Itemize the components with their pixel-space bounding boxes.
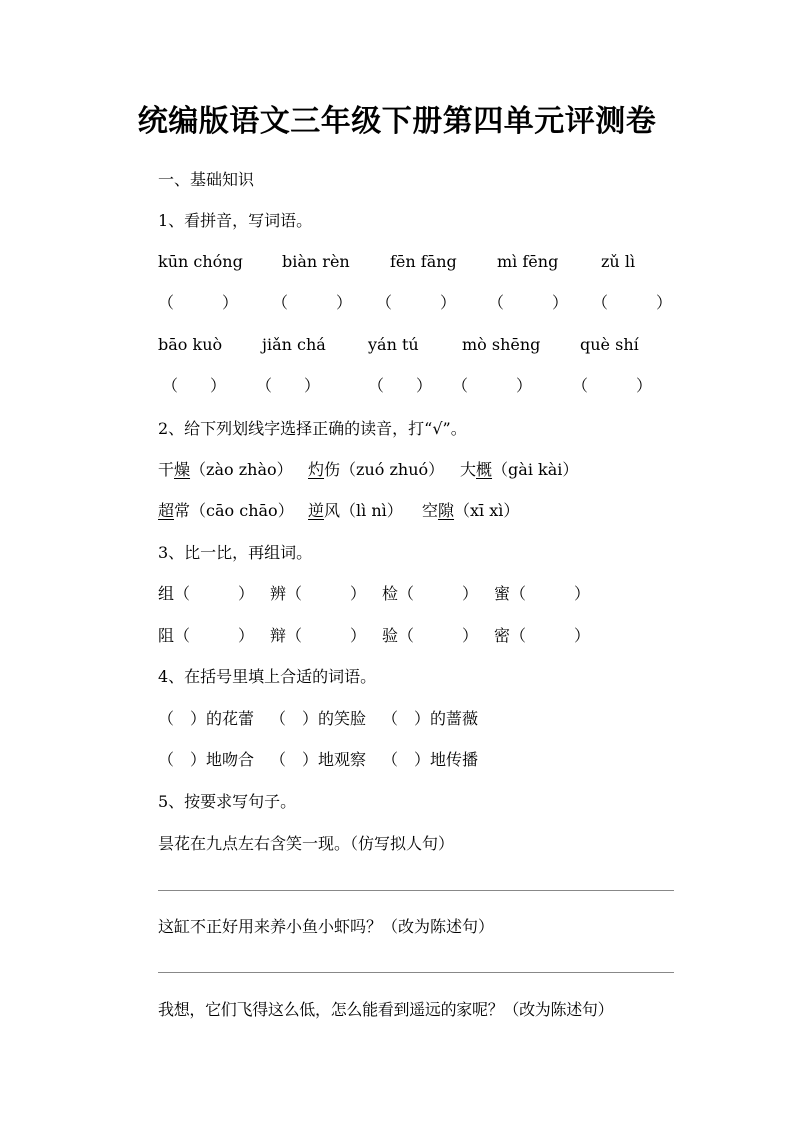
pinyin-options[interactable]: （xī xì） [454, 501, 520, 520]
char: 风 [324, 501, 341, 520]
compare-row-1 [158, 584, 618, 604]
answer-bracket[interactable]: （ ） [158, 293, 239, 312]
underlined-char: 超 [158, 501, 175, 520]
sentence-task-2: 这缸不正好用来养小鱼小虾吗？（改为陈述句） [158, 917, 495, 936]
compare-item[interactable]: 验（ ） [382, 626, 479, 645]
answer-bracket[interactable]: （ ） [368, 376, 433, 395]
compare-item[interactable]: 组（ ） [158, 584, 255, 603]
reading-choice-item [308, 460, 444, 480]
fill-item[interactable]: （ ）的笑脸 [270, 709, 367, 728]
pinyin-row-2 [158, 335, 678, 355]
answer-line[interactable] [158, 890, 674, 891]
question-3-prompt: 3、比一比，再组词。 [158, 543, 313, 562]
pinyin-options[interactable]: （cāo chāo） [190, 501, 294, 520]
pinyin-item: biàn rèn [282, 252, 350, 271]
compare-item[interactable]: 阻（ ） [158, 626, 255, 645]
compare-row-2 [158, 626, 618, 646]
sentence-task-1: 昙花在九点左右含笑一现。（仿写拟人句） [158, 834, 455, 853]
reading-choice-item [422, 501, 519, 521]
question-1-prompt: 1、看拼音，写词语。 [158, 211, 313, 230]
compare-item[interactable]: 密（ ） [494, 626, 591, 645]
reading-choice-row-2 [158, 501, 678, 521]
compare-item[interactable]: 检（ ） [382, 584, 479, 603]
fill-item[interactable]: （ ）地观察 [270, 750, 367, 769]
pinyin-item: yán tú [368, 335, 419, 354]
answer-bracket[interactable]: （ ） [488, 293, 569, 312]
underlined-char: 灼 [308, 460, 325, 479]
pinyin-row-1 [158, 252, 678, 272]
fill-item[interactable]: （ ）地传播 [382, 750, 479, 769]
question-4-prompt: 4、在括号里填上合适的词语。 [158, 667, 377, 686]
fill-row-2 [158, 750, 518, 770]
pinyin-options[interactable]: （zuó zhuó） [340, 460, 445, 479]
pinyin-item: bāo kuò [158, 335, 223, 354]
char: 伤 [324, 460, 341, 479]
section-heading: 一、基础知识 [158, 170, 255, 189]
underlined-char: 概 [476, 460, 493, 479]
pinyin-options[interactable]: （zào zhào） [190, 460, 293, 479]
answer-line[interactable] [158, 972, 674, 973]
answer-bracket[interactable]: （ ） [162, 376, 227, 395]
answer-brackets-row-2 [158, 376, 674, 396]
page-title: 统编版语文三年级下册第四单元评测卷 [137, 104, 657, 139]
reading-choice-item [308, 501, 403, 521]
pinyin-item: kūn chóng [158, 252, 243, 271]
underlined-char: 燥 [174, 460, 191, 479]
reading-choice-item [460, 460, 578, 480]
question-5-prompt: 5、按要求写句子。 [158, 792, 297, 811]
answer-bracket[interactable]: （ ） [272, 293, 353, 312]
question-2-prompt: 2、给下列划线字选择正确的读音，打“√”。 [158, 419, 467, 438]
reading-choice-row-1 [158, 460, 678, 480]
fill-row-1 [158, 709, 518, 729]
answer-bracket[interactable]: （ ） [572, 376, 653, 395]
answer-bracket[interactable]: （ ） [592, 293, 673, 312]
pinyin-options[interactable]: （gài kài） [492, 460, 579, 479]
compare-item[interactable]: 蜜（ ） [494, 584, 591, 603]
char: 大 [460, 460, 477, 479]
char: 常 [174, 501, 191, 520]
answer-bracket[interactable]: （ ） [256, 376, 321, 395]
compare-item[interactable]: 辩（ ） [270, 626, 367, 645]
pinyin-item: mò shēng [462, 335, 541, 354]
fill-item[interactable]: （ ）的花蕾 [158, 709, 255, 728]
pinyin-item: fēn fāng [390, 252, 457, 271]
answer-brackets-row-1 [158, 293, 674, 313]
reading-choice-item [158, 501, 294, 521]
reading-choice-item [158, 460, 293, 480]
pinyin-item: mì fēng [497, 252, 559, 271]
underlined-char: 隙 [438, 501, 455, 520]
char: 干 [158, 460, 175, 479]
answer-bracket[interactable]: （ ） [376, 293, 457, 312]
underlined-char: 逆 [308, 501, 325, 520]
answer-bracket[interactable]: （ ） [452, 376, 533, 395]
compare-item[interactable]: 辨（ ） [270, 584, 367, 603]
pinyin-item: zǔ lì [601, 252, 636, 271]
pinyin-item: jiǎn chá [262, 335, 326, 354]
sentence-task-3: 我想，它们飞得这么低，怎么能看到遥远的家呢？（改为陈述句） [158, 1000, 614, 1019]
pinyin-item: què shí [580, 335, 639, 354]
char: 空 [422, 501, 439, 520]
fill-item[interactable]: （ ）地吻合 [158, 750, 255, 769]
fill-item[interactable]: （ ）的蔷薇 [382, 709, 479, 728]
pinyin-options[interactable]: （lì nì） [340, 501, 403, 520]
